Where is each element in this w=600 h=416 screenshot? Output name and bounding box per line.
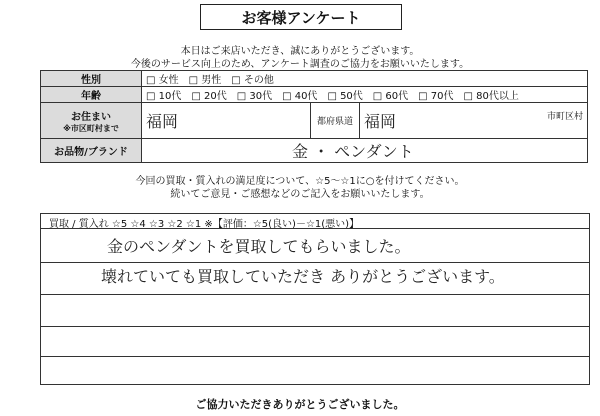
footer-thanks: ご協力いただきありがとうございました。 (195, 398, 405, 411)
gender-options (142, 71, 588, 87)
age-option-20s[interactable]: □ 20代 (191, 91, 227, 102)
gender-label: 性別 (41, 71, 142, 87)
form-title: お客様アンケート (200, 4, 402, 30)
age-option-40s[interactable]: □ 40代 (282, 91, 318, 102)
comment-rule-2 (41, 294, 589, 295)
survey-instruction-2: 続いてご意見・ご感想などのご記入をお願いいたします。 (170, 189, 430, 200)
gender-option-female[interactable]: □ 女性 (146, 75, 179, 86)
rating-divider (41, 228, 589, 229)
comment-rule-3 (41, 326, 589, 327)
customer-info-table (40, 70, 588, 163)
address-label: お住まい (71, 111, 111, 123)
survey-instruction-1: 今回の買取・質入れの満足度について、☆5～☆1に○を付けてください。 (135, 176, 465, 187)
age-option-80s[interactable]: □ 80代以上 (463, 91, 519, 102)
city-value[interactable]: 福岡 (364, 112, 397, 131)
city-cell (360, 103, 588, 139)
age-option-60s[interactable]: □ 60代 (372, 91, 409, 102)
gender-option-other[interactable]: □ その他 (231, 75, 274, 86)
comment-area (40, 213, 590, 385)
age-options (142, 87, 588, 103)
comment-line-1[interactable]: 金のペンダントを買取してもらいました。 (107, 237, 411, 256)
gender-option-male[interactable]: □ 男性 (188, 75, 222, 86)
prefecture-suffix: 都府県道 (311, 103, 360, 139)
age-option-50s[interactable]: □ 50代 (327, 91, 363, 102)
rating-row[interactable]: 買取 / 質入れ ☆5 ☆4 ☆3 ☆2 ☆1 ※【評価：☆5(良い)－☆1(悪い)】 (49, 219, 360, 230)
city-suffix: 市町区村 (546, 112, 583, 122)
comment-line-2[interactable]: 壊れていても買取していただき ありがとうございます。 (101, 267, 505, 286)
age-option-10s[interactable]: □ 10代 (146, 91, 182, 102)
prefecture-value[interactable]: 福岡 (142, 103, 311, 139)
item-label: お品物/ブランド (41, 139, 142, 163)
age-option-30s[interactable]: □ 30代 (236, 91, 273, 102)
age-option-70s[interactable]: □ 70代 (418, 91, 454, 102)
comment-rule-4 (41, 356, 589, 357)
comment-rule-1 (41, 262, 589, 263)
item-value[interactable]: 金 ・ ペンダント (142, 139, 588, 163)
intro-line-2: 今後のサービス向上のため、アンケート調査のご協力をお願いいたします。 (130, 59, 470, 70)
address-label-cell (41, 103, 142, 139)
intro-line-1: 本日はご来店いただき、誠にありがとうございます。 (180, 46, 420, 57)
address-sublabel: ※市区町村まで (63, 123, 119, 133)
age-label: 年齢 (41, 87, 142, 103)
